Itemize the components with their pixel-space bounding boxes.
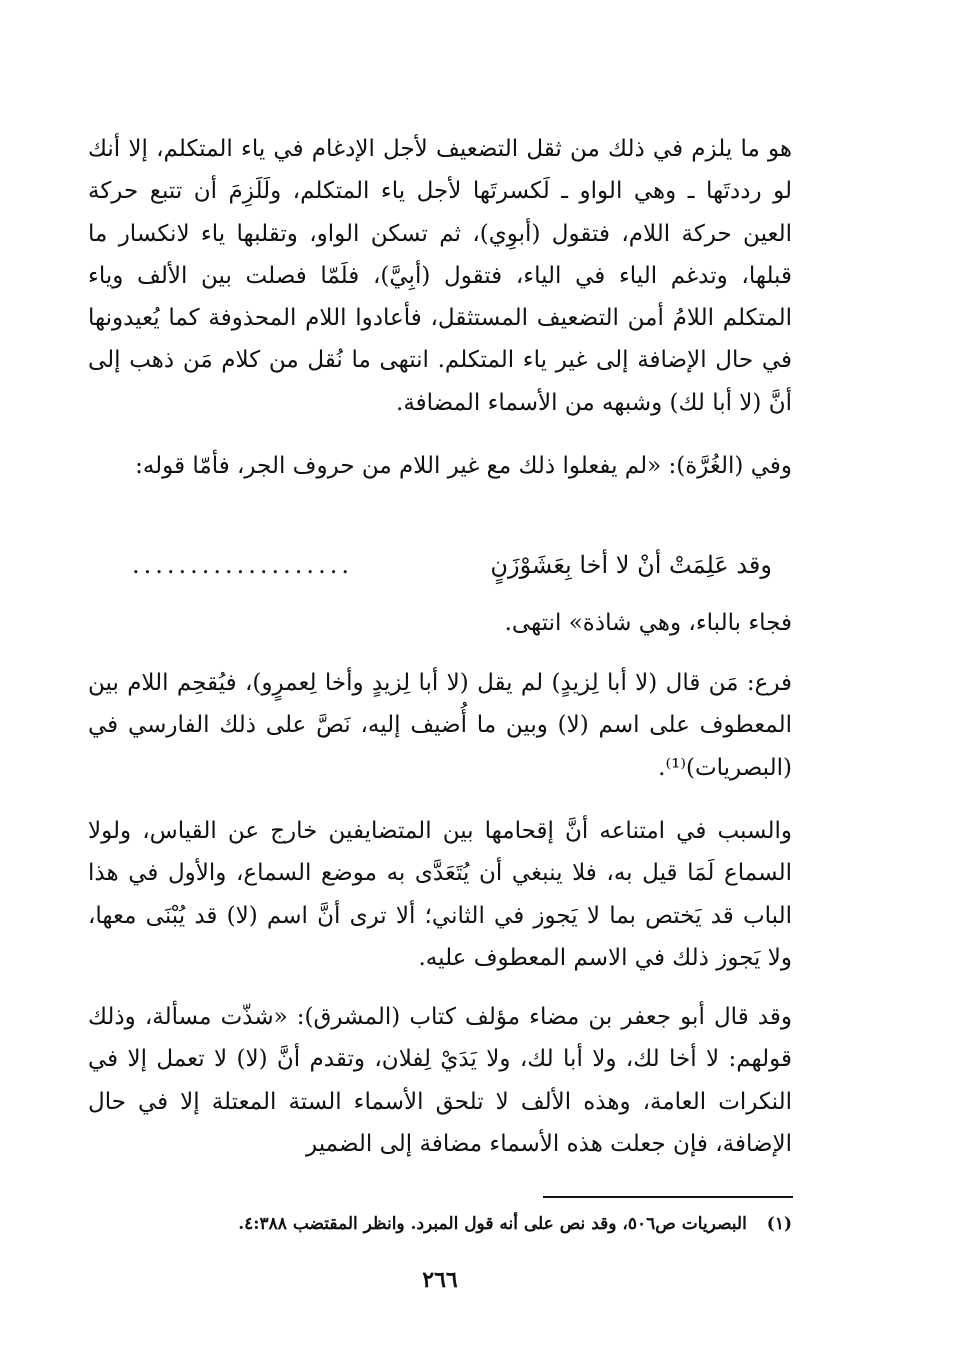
footnote-marker: (١) <box>766 1214 792 1234</box>
paragraph-4: فرع: مَن قال (لا أبا لِزيدٍ) لم يقل (لا أبا لِزيدٍ وأخا لِعمرٍو)، فيُقحِم اللام بين المعطوف على اسم (لا) وبين ما أُضيف إليه، نَصَّ على ذلك الفارسي في (البصريات)⁽¹⁾. <box>88 670 792 781</box>
paragraph-6: وقد قال أبو جعفر بن مضاء مؤلف كتاب (المشرق): «شذّت مسألة، وذلك قولهم: لا أخا لك، ولا أبا لك، ولا يَدَيْ لِفلان، وتقدم أنَّ (لا) لا تعمل إلا في النكرات العامة، وهذه الألف لا تلحق الأسماء الستة المعتلة إلا في حال الإضافة، فإن جعلت هذه الأسماء مضافة إلى الضمير <box>88 1004 792 1157</box>
paragraph-5: والسبب في امتناعه أنَّ إقحامها بين المتضايفين خارج عن القياس، ولولا السماع لَمَا قيل به، فلا ينبغي أن يُتَعَدَّى به موضع السماع، والأول في هذا الباب قد يَختص بما لا يَجوز في الثاني؛ ألا ترى أنَّ اسم (لا) قد يُبْنَى معها، ولا يَجوز ذلك في الاسم المعطوف عليه. <box>88 818 792 971</box>
paragraph-3: فجاء بالباء، وهي شاذة» انتهى. <box>504 610 792 636</box>
footnote-text: البصريات ص٥٠٦، وقد نص على أنه قول المبرد. وانظر المقتضب ٤:٣٨٨. <box>238 1214 747 1234</box>
footnote <box>160 1208 792 1240</box>
poetry-verse <box>120 542 772 588</box>
footnote-divider <box>543 1196 793 1198</box>
page-number: ٢٦٦ <box>422 1267 458 1293</box>
verse-text: وقد عَلِمَتْ أنْ لا أخا بِعَشَوْزَنٍ <box>490 551 772 579</box>
paragraph-1: هو ما يلزم في ذلك من ثقل التضعيف لأجل الإدغام في ياء المتكلم، إلا أنك لو رددتَها ـ وهي الواو ـ لَكسرتَها لأجل ياء المتكلم، ولَلَزِمَ أن تتبع حركة العين حركة اللام، فتقول (أبوِي)، ثم تسكن الواو، وتقلبها ياء لانكسار ما قبلها، وتدغم الياء في الياء، فتقول (أبِيَّ)، فلَمّا فصلت بين الألف وياء المتكلم اللامُ أمن التضعيف المستثقل، فأعادوا اللام المحذوفة كما يُعيدونها في حال الإضافة إلى غير ياء المتكلم. انتهى ما نُقل من كلام مَن ذهب إلى أنَّ (لا أبا لك) وشبهه من الأسماء المضافة. <box>88 136 792 416</box>
paragraph-2: وفي (الغُرَّة): «لم يفعلوا ذلك مع غير اللام من حروف الجر، فأمّا قوله: <box>135 453 792 479</box>
verse-ellipsis: ................... <box>132 551 353 579</box>
